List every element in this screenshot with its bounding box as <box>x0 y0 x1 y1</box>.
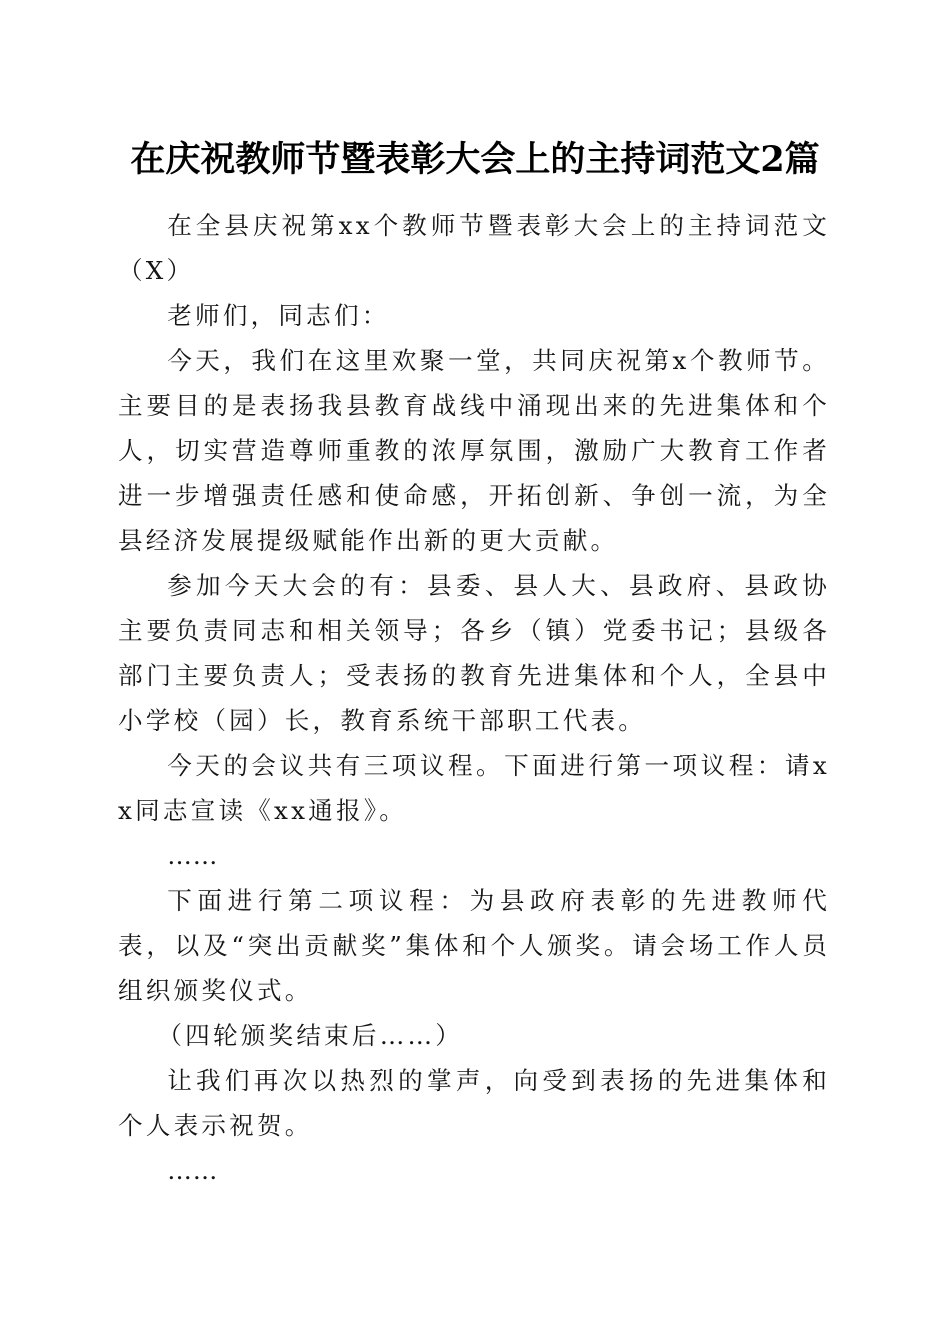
document-body <box>118 203 830 1193</box>
paragraph-attendees: 参加今天大会的有：县委、县人大、县政府、县政协主要负责同志和相关领导；各乡（镇）党委书记；县级各部门主要负责人；受表扬的教育先进集体和个人，全县中小学校（园）长，教育系统干部职工代表。 <box>118 571 830 735</box>
paragraph-salutation: 老师们，同志们： <box>167 301 390 330</box>
paragraph-subtitle: 在全县庆祝第xx个教师节暨表彰大会上的主持词范文（X） <box>118 211 830 285</box>
paragraph-stage-note: （四轮颁奖结束后……） <box>157 1021 464 1050</box>
document-title: 在庆祝教师节暨表彰大会上的主持词范文2篇 <box>130 139 820 180</box>
paragraph-agenda-two: 下面进行第二项议程：为县政府表彰的先进教师代表，以及“突出贡献奖”集体和个人颁奖。请会场工作人员组织颁奖仪式。 <box>118 886 830 1005</box>
paragraph-agenda-one: 今天的会议共有三项议程。下面进行第一项议程：请xx同志宣读《xx通报》。 <box>118 751 830 825</box>
paragraph-applause: 让我们再次以热烈的掌声，向受到表扬的先进集体和个人表示祝贺。 <box>118 1066 830 1140</box>
paragraph-ellipsis-1: …… <box>167 841 219 870</box>
paragraph-ellipsis-2: …… <box>167 1156 219 1185</box>
paragraph-opening: 今天，我们在这里欢聚一堂，共同庆祝第x个教师节。主要目的是表扬我县教育战线中涌现出来的先进集体和个人，切实营造尊师重教的浓厚氛围，激励广大教育工作者进一步增强责任感和使命感，开拓创新、争创一流，为全县经济发展提级赋能作出新的更大贡献。 <box>118 346 830 555</box>
